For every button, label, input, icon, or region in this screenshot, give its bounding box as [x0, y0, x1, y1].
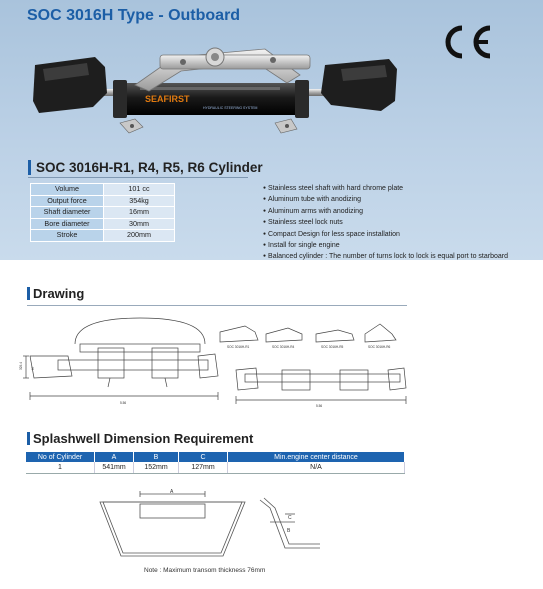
- cylinder-heading: SOC 3016H-R1, R4, R5, R6 Cylinder: [36, 160, 263, 175]
- dimension-label: 329.4: [19, 362, 23, 370]
- table-row: [31, 230, 175, 242]
- list-item: ● Aluminum arms with anodizing: [263, 206, 508, 217]
- transom-note: Note : Maximum transom thickness 76mm: [144, 567, 266, 574]
- table-row: [31, 218, 175, 230]
- variant-label: SOC 3016H-R6: [368, 345, 391, 349]
- diagram-label-b: B: [287, 528, 291, 534]
- table-cell: 127mm: [179, 462, 228, 474]
- table-row: [26, 462, 405, 474]
- spec-label: Output force: [31, 195, 104, 207]
- spec-label: Stroke: [31, 230, 104, 242]
- ce-mark-icon: [440, 22, 498, 62]
- dimension-label: 5.56: [120, 401, 127, 405]
- spec-value: 16mm: [104, 207, 175, 219]
- column-header: B: [134, 452, 179, 462]
- table-header-row: [26, 452, 405, 462]
- product-hero-banner: [0, 0, 543, 260]
- spec-value: 30mm: [104, 218, 175, 230]
- brand-print: SEAFIRST: [145, 94, 190, 104]
- table-row: [31, 195, 175, 207]
- splashwell-diagram: [95, 488, 325, 564]
- dimension-label: 97: [31, 366, 35, 370]
- diagram-label-a: A: [170, 489, 174, 495]
- spec-value: 354kg: [104, 195, 175, 207]
- splashwell-table: [26, 452, 405, 474]
- list-item: ● Aluminum tube with anodizing: [263, 194, 508, 205]
- list-item: ● Install for single engine: [263, 240, 508, 251]
- feature-list: [263, 183, 508, 263]
- page-title: SOC 3016H Type - Outboard: [27, 7, 241, 24]
- heading-accent-bar: [27, 432, 30, 445]
- heading-accent-bar: [28, 160, 31, 175]
- heading-underline: [27, 305, 407, 306]
- list-item: ● Balanced cylinder : The number of turns lock to lock is equal port to starboard: [263, 251, 508, 262]
- steering-cylinder-image: [25, 35, 405, 145]
- technical-drawing: [20, 312, 410, 412]
- list-item: ● Compact Design for less space installation: [263, 229, 508, 240]
- heading-accent-bar: [27, 287, 30, 300]
- spec-value: 101 cc: [104, 184, 175, 196]
- list-item: ● Stainless steel lock nuts: [263, 217, 508, 228]
- spec-table: [30, 183, 175, 242]
- dimension-label: 5.56: [316, 404, 323, 408]
- spec-label: Bore diameter: [31, 218, 104, 230]
- splashwell-heading: Splashwell Dimension Requirement: [33, 431, 254, 446]
- column-header: A: [95, 452, 134, 462]
- column-header: Min.engine center distance: [228, 452, 405, 462]
- column-header: C: [179, 452, 228, 462]
- variant-label: SOC 3016H-R1: [227, 345, 250, 349]
- table-cell: 541mm: [95, 462, 134, 474]
- column-header: No of Cylinder: [26, 452, 95, 462]
- drawing-heading: Drawing: [33, 286, 85, 301]
- brand-subprint: HYDRAULIC STEERING SYSTEM: [203, 106, 258, 110]
- table-cell: 152mm: [134, 462, 179, 474]
- variant-label: SOC 3016H-R5: [321, 345, 344, 349]
- variant-label: SOC 3016H-R4: [272, 345, 295, 349]
- table-row: [31, 184, 175, 196]
- table-row: [31, 207, 175, 219]
- spec-label: Shaft diameter: [31, 207, 104, 219]
- table-cell: N/A: [228, 462, 405, 474]
- list-item: ● Stainless steel shaft with hard chrome plate: [263, 183, 508, 194]
- diagram-label-c: C: [288, 515, 292, 521]
- spec-label: Volume: [31, 184, 104, 196]
- table-cell: 1: [26, 462, 95, 474]
- heading-underline: [28, 177, 248, 178]
- spec-value: 200mm: [104, 230, 175, 242]
